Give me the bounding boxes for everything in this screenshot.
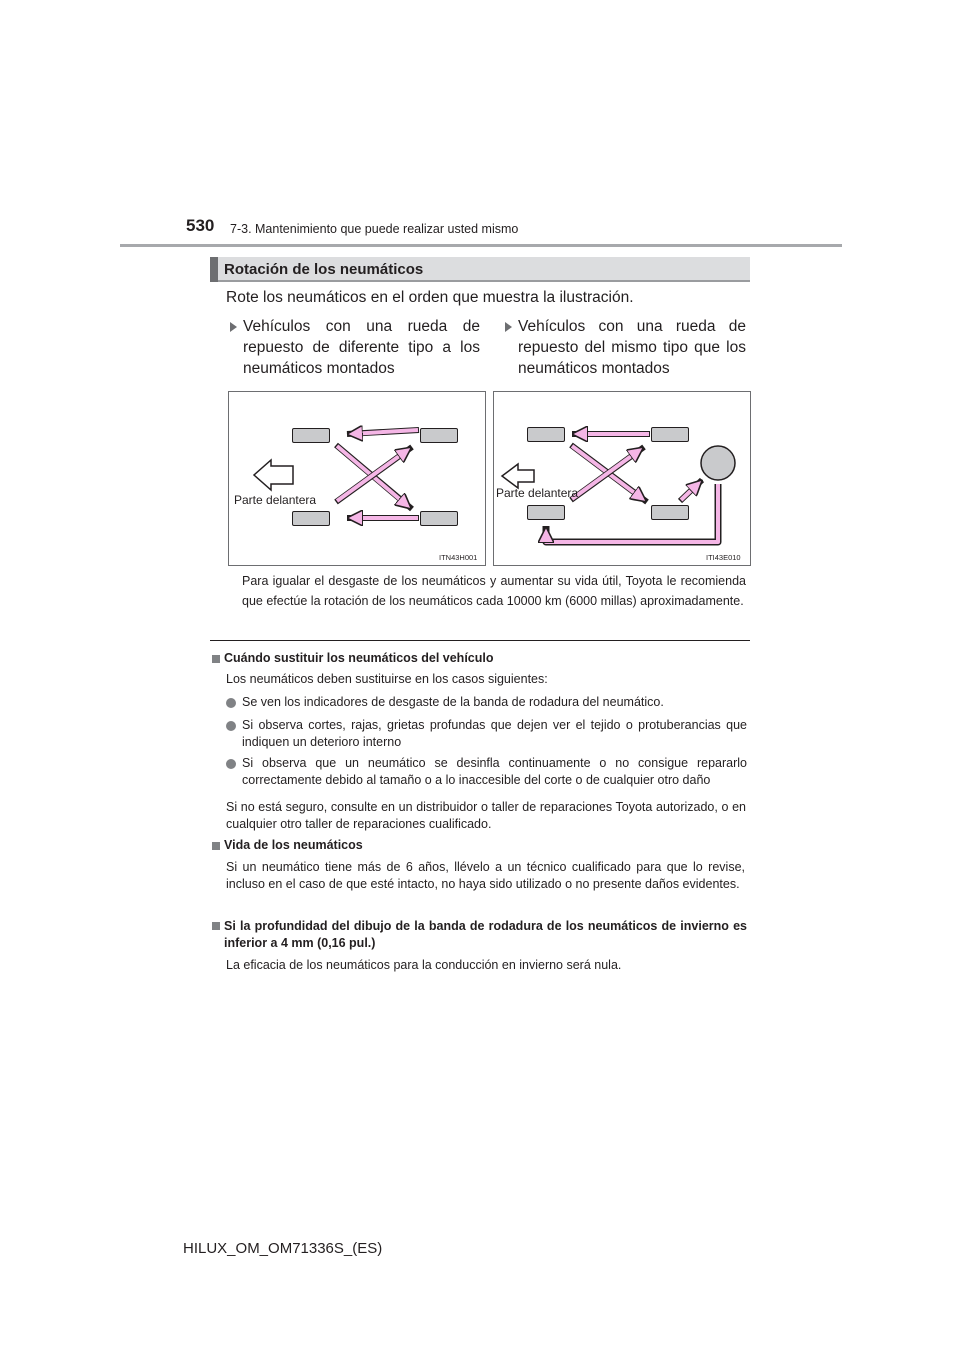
rotation-figure-right [493,391,751,566]
tire-rear-right [651,505,689,520]
front-direction-arrow-icon [502,464,534,488]
intro-text: Rote los neumáticos en el orden que muestra la ilustración. [226,289,634,306]
tire-front-left [292,428,330,443]
note-body-tire-life: Si un neumático tiene más de 6 años, llévelo a un técnico cualificado para que lo revise, incluso en el caso de que esté intacto, no haya sido utilizado o no presente daños evidentes. [226,860,745,891]
square-bullet-icon [212,655,220,663]
rotation-arrows-left [229,392,485,565]
tire-front-right [292,511,330,526]
rotation-figure-left [228,391,486,566]
note-heading-when-replace: Cuándo sustituir los neumáticos del vehículo [224,651,494,665]
circle-bullet-icon [226,721,236,731]
tire-rear-right [420,511,458,526]
front-direction-arrow-icon [254,460,293,490]
bullet-item: Se ven los indicadores de desgaste de la banda de rodadura del neumático. [242,695,664,709]
circle-bullet-icon [226,698,236,708]
square-bullet-icon [212,922,220,930]
figure-id: ITI43E010 [706,553,741,562]
tire-rear-left [651,427,689,442]
section-header: 7-3. Mantenimiento que puede realizar usted mismo [230,222,519,236]
front-label: Parte delantera [496,486,579,500]
note-heading-tire-life: Vida de los neumáticos [224,838,363,852]
note-intro: Los neumáticos deben sustituirse en los casos siguientes: [226,672,548,686]
spare-tire-icon [701,446,735,480]
note-heading-winter-depth: Si la profundidad del dibujo de la banda de rodadura de los neumáticos de invierno es inferior a 4 mm (0,16 pul.) [224,919,747,950]
box-title: Rotación de los neumáticos [224,261,424,278]
tire-rear-left [420,428,458,443]
tire-front-right [527,505,565,520]
front-label: Parte delantera [234,493,317,507]
note-followup: Si no está seguro, consulte en un distribuidor o taller de reparaciones Toyota autorizado, o en cualquier otro taller de reparaciones cualificado. [226,800,746,831]
document-id: HILUX_OM_OM71336S_(ES) [183,1240,383,1257]
note-body-winter-depth: La eficacia de los neumáticos para la conducción en invierno será nula. [226,958,622,972]
triangle-bullet-icon [230,322,237,332]
section-divider [210,640,750,641]
circle-bullet-icon [226,759,236,769]
header-rule [120,244,842,247]
figure-id: ITN43H001 [439,553,478,562]
column-heading-left: Vehículos con una rueda de repuesto de diferente tipo a los neumáticos montados [243,318,480,377]
column-heading-right: Vehículos con una rueda de repuesto del mismo tipo que los neumáticos montados [518,318,746,377]
figure-caption: Para igualar el desgaste de los neumáticos y aumentar su vida útil, Toyota le recomienda que efectúe la rotación de los neumáticos cada 10000 km (6000 millas) aproximadamente. [242,574,746,608]
rotation-arrows-right [494,392,750,565]
page-number: 530 [186,216,215,235]
box-title-accent [210,257,218,282]
bullet-item: Si observa cortes, rajas, grietas profundas que dejen ver el tejido o protuberancias que indiquen un deterioro interno [242,718,747,749]
tire-front-left [527,427,565,442]
bullet-item: Si observa que un neumático se desinfla continuamente o no consigue repararlo correctamente debido al tamaño o a lo inaccesible del corte o de cualquier otro daño [242,756,747,787]
triangle-bullet-icon [505,322,512,332]
square-bullet-icon [212,842,220,850]
